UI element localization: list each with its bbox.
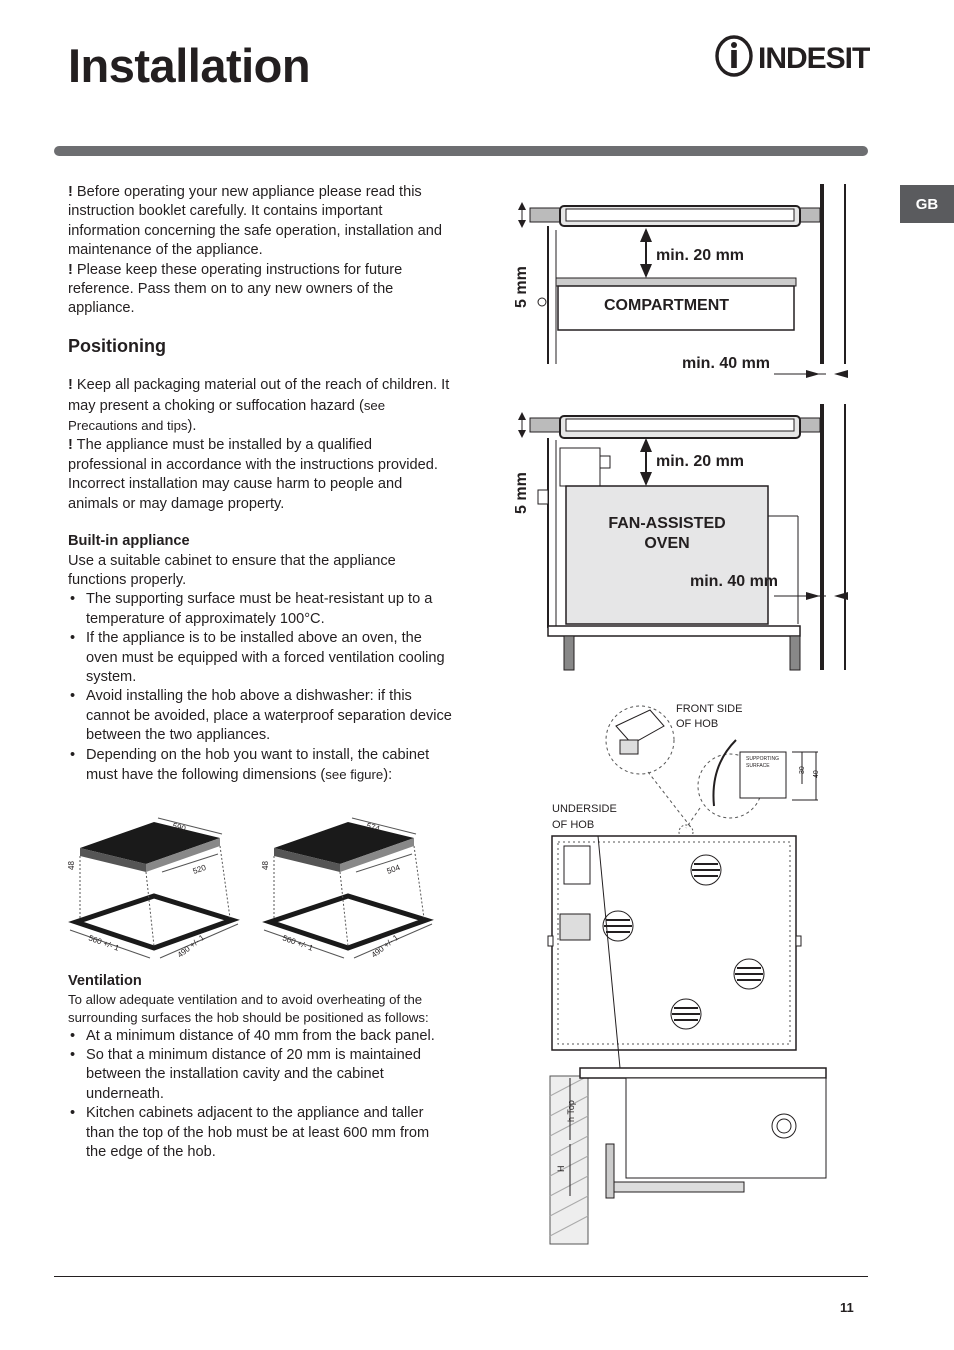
built-in-list: [68, 590, 453, 785]
left-column: [68, 183, 453, 785]
brand-name: INDESIT: [758, 42, 870, 75]
h-label: H: [556, 1165, 566, 1172]
ventilation-list: [68, 1027, 453, 1163]
oven-label-line1: FAN-ASSISTED: [608, 515, 726, 532]
footer-rule: [54, 1276, 868, 1277]
compartment-label: COMPARTMENT: [604, 297, 730, 314]
built-in-heading: Built-in appliance: [68, 533, 190, 550]
cross-reference: see Precautions and tips: [68, 397, 386, 434]
dim-height: 48: [67, 861, 76, 870]
five-mm-label: 5 mm: [513, 472, 530, 514]
dim-depth: 520: [191, 862, 208, 876]
five-mm-label: 5 mm: [513, 266, 530, 308]
underside-label-2: OF HOB: [552, 819, 595, 831]
dim-cut-width: 560 +/- 1: [281, 933, 315, 953]
header-rule: [54, 146, 868, 156]
supporting-label-2: SURFACE: [746, 763, 770, 769]
dim-width: 590: [171, 821, 187, 834]
ventilation-section: [68, 972, 453, 1162]
list-item: • At a minimum distance of 40 mm from the back panel.: [68, 1027, 453, 1046]
page-title: Installation: [68, 39, 311, 92]
dim-40: 40: [813, 770, 820, 778]
intro-paragraph-2: ! Please keep these operating instructions for future reference. Pass them on to any new owners of the appliance.: [68, 261, 403, 317]
compartment-clearance-diagram: [508, 178, 858, 388]
intro-paragraph-1: ! Before operating your new appliance please read this instruction booklet carefully. It contains important information concerning the safe operation, installation and maintenance of the appliance.: [68, 184, 443, 259]
list-item: • Avoid installing the hob above a dishwasher: if this cannot be avoided, place a waterproof separation device between the two appliances.: [68, 687, 453, 745]
dim-height: 48: [261, 861, 270, 870]
positioning-paragraph-2: ! The appliance must be installed by a qualified professional in accordance with the instructions provided. Incorrect installation may cause harm to people and animals or may damage property.: [68, 437, 438, 512]
hob-590-diagram: [67, 818, 238, 960]
dim-width: 574: [365, 821, 381, 834]
indesit-logo: [714, 34, 874, 78]
min-40-label: min. 40 mm: [682, 355, 771, 372]
hob-574-diagram: [261, 818, 432, 960]
supporting-label-1: SUPPORTING: [746, 756, 779, 762]
list-item: • Depending on the hob you want to install, the cabinet must have the following dimensions (see figure):: [68, 746, 453, 786]
cutout-dimensions-figure: [62, 812, 457, 970]
page-number: 11: [840, 1300, 854, 1315]
oven-label-line2: OVEN: [644, 535, 690, 552]
hob-underside-diagram: [540, 696, 830, 1248]
positioning-heading: Positioning: [68, 335, 166, 356]
built-in-intro: Use a suitable cabinet to ensure that the appliance functions properly.: [68, 552, 396, 588]
dim-30: 30: [799, 766, 806, 774]
oven-clearance-diagram: [508, 398, 858, 673]
dim-cut-depth: 490 +/- 1: [369, 932, 401, 960]
h-top-label: h Top: [566, 1100, 576, 1122]
list-item: • If the appliance is to be installed above an oven, the oven must be equipped with a forced ventilation cooling system.: [68, 629, 453, 687]
front-side-label-2: OF HOB: [676, 718, 719, 730]
cross-reference: see figure: [325, 766, 384, 782]
ventilation-heading: Ventilation: [68, 973, 142, 989]
min-40-label: min. 40 mm: [690, 573, 779, 590]
ventilation-intro: To allow adequate ventilation and to avoid overheating of the surrounding surfaces the hob should be positioned as follows:: [68, 992, 429, 1025]
front-side-label-1: FRONT SIDE: [676, 703, 743, 715]
list-item: • Kitchen cabinets adjacent to the appliance and taller than the top of the hob must be at least 600 mm from the edge of the hob.: [68, 1104, 453, 1162]
dim-depth: 504: [385, 862, 402, 876]
dim-cut-depth: 490 +/- 1: [175, 932, 207, 960]
positioning-paragraph-1: ! Keep all packaging material out of the reach of children. It may present a choking or suffocation hazard (see Precautions and tips).: [68, 377, 450, 435]
min-20-label: min. 20 mm: [656, 453, 745, 470]
list-item: • The supporting surface must be heat-resistant up to a temperature of approximately 100°C.: [68, 590, 453, 629]
min-20-label: min. 20 mm: [656, 247, 745, 264]
language-tab: GB: [900, 185, 954, 223]
list-item: • So that a minimum distance of 20 mm is maintained between the installation cavity and the cabinet underneath.: [68, 1046, 453, 1104]
underside-label-1: UNDERSIDE: [552, 803, 617, 815]
dim-cut-width: 560 +/- 1: [87, 933, 121, 953]
